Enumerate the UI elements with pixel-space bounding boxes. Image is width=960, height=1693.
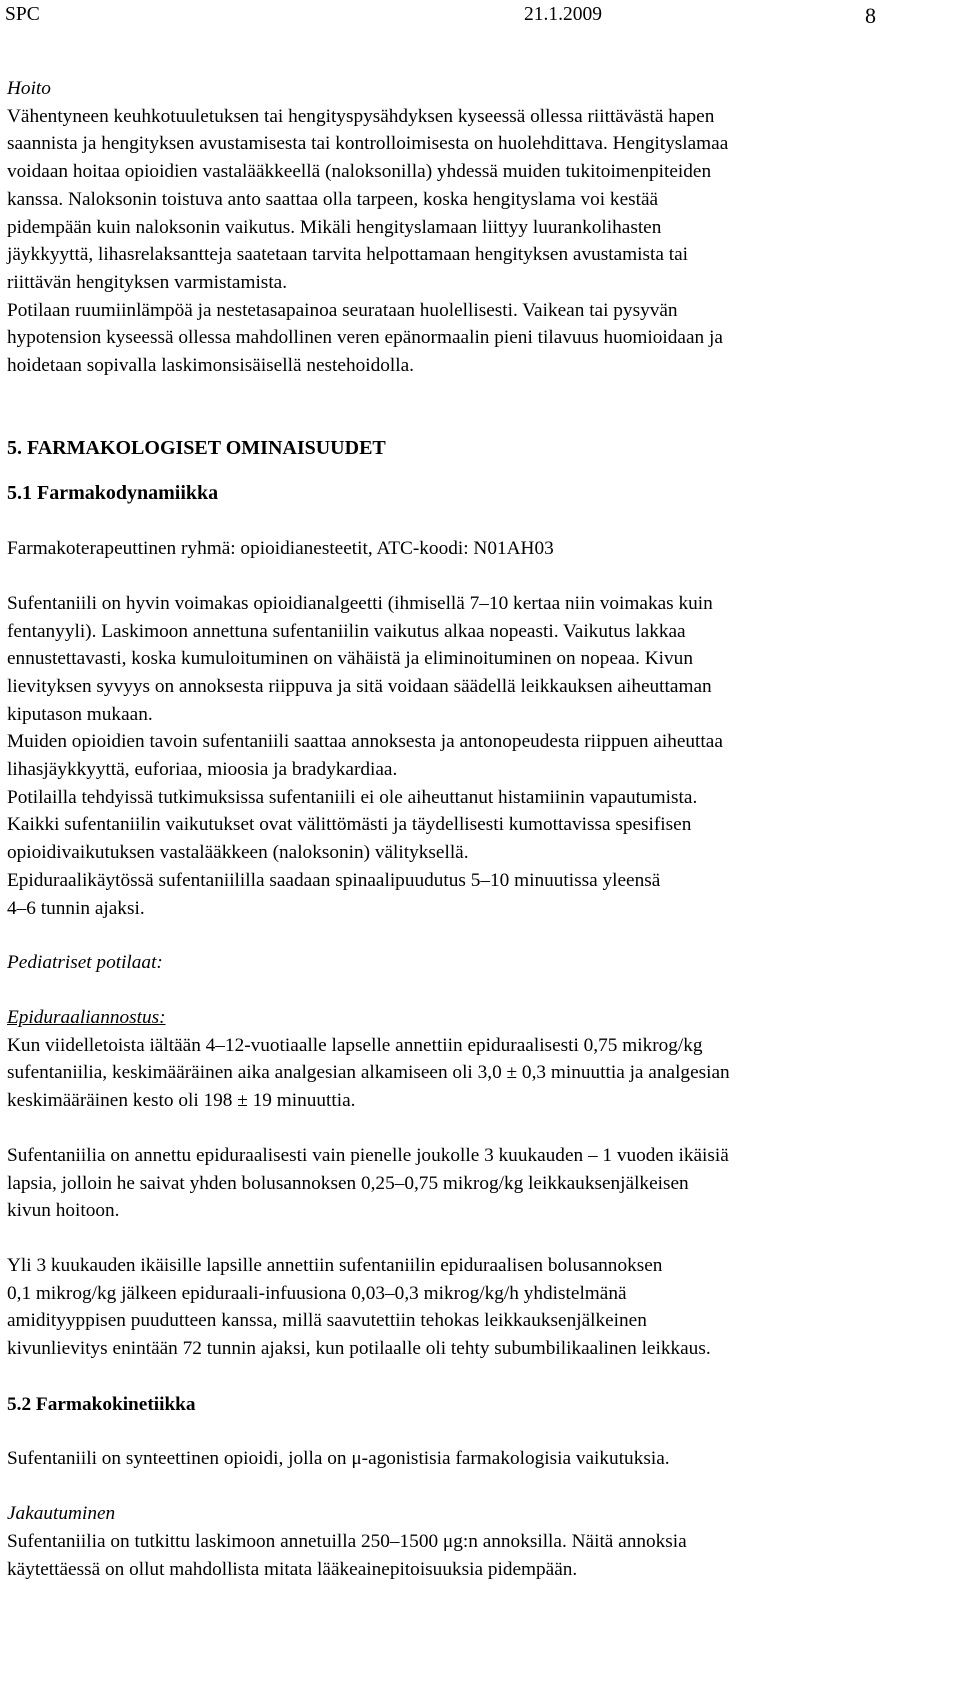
pharmacodynamics-paragraph (7, 590, 942, 922)
distribution-heading: Jakautuminen (7, 1503, 116, 1525)
section-5-1-heading: 5.1 Farmakodynamiikka (7, 482, 219, 505)
text-line: Yli 3 kuukauden ikäisille lapsille annettiin sufentaniilin epiduraalisen bolusannoksen (7, 1254, 663, 1276)
text-line: hoidetaan sopivalla laskimonsisäisellä nestehoidolla. (7, 355, 414, 377)
text-line: Sufentaniilia on tutkittu laskimoon annetuilla 250–1500 μg:n annoksilla. Näitä annoksia (7, 1530, 687, 1552)
header-date: 21.1.2009 (524, 4, 602, 25)
text-line: Sufentaniili on hyvin voimakas opioidianalgeetti (ihmisellä 7–10 kertaa niin voimakas kuin (7, 592, 713, 614)
text-line: Potilaan ruumiinlämpöä ja nestetasapainoa seurataan huolellisesti. Vaikean tai pysyvän (7, 299, 678, 321)
text-line: lapsia, jolloin he saivat yhden bolusannoksen 0,25–0,75 mikrog/kg leikkauksenjälkeisen (7, 1172, 689, 1194)
header-page-number: 8 (865, 3, 876, 28)
text-line: pidempään kuin naloksonin vaikutus. Mikäli hengityslamaan liittyy luurankolihasten (7, 216, 662, 238)
text-line: kivun hoitoon. (7, 1200, 120, 1222)
pediatric-heading: Pediatriset potilaat: (7, 952, 163, 974)
text-line: Epiduraalikäytössä sufentaniililla saadaan spinaalipuudutus 5–10 minuutissa yleensä (7, 869, 661, 891)
text-line: amidityyppisen puudutteen kanssa, millä saavutettiin tehokas leikkauksenjälkeinen (7, 1310, 647, 1332)
text-line: keskimääräinen kesto oli 198 ± 19 minuuttia. (7, 1090, 356, 1112)
text-line: opioidivaikutuksen vastalääkkeen (naloksonin) välityksellä. (7, 842, 469, 864)
text-line: ennustettavasti, koska kumuloituminen on vähäistä ja eliminoituminen on nopeaa. Kivun (7, 648, 693, 670)
text-line: kiputason mukaan. (7, 703, 153, 725)
epidural-paragraph-2 (7, 1142, 942, 1225)
text-line: Kun viidelletoista iältään 4–12-vuotiaalle lapselle annettiin epiduraalisesti 0,75 mikrog/kg (7, 1034, 703, 1056)
text-line: kivunlievitys enintään 72 tunnin ajaksi, kun potilaalle oli tehty subumbilikaalinen leikkaus. (7, 1338, 711, 1360)
text-line: fentanyyli). Laskimoon annettuna sufentaniilin vaikutus alkaa nopeasti. Vaikutus lakkaa (7, 620, 686, 642)
text-line: Vähentyneen keuhkotuuletuksen tai hengityspysähdyksen kyseessä ollessa riittävästä hapen (7, 105, 715, 127)
text-line: jäykkyyttä, lihasrelaksantteja saatetaan tarvita helpottamaan hengityksen avustamista tai (7, 244, 689, 266)
document-body (7, 75, 942, 1583)
text-line: 4–6 tunnin ajaksi. (7, 897, 145, 919)
epidural-paragraph-1 (7, 1032, 942, 1115)
text-line: Sufentaniilia on annettu epiduraalisesti vain pienelle joukolle 3 kuukauden – 1 vuoden ikäisiä (7, 1144, 729, 1166)
text-line: voidaan hoitaa opioidien vastalääkkeellä (naloksonilla) yhdessä muiden tukitoimenpiteiden (7, 161, 712, 183)
text-line: Kaikki sufentaniilin vaikutukset ovat välittömästi ja täydellisesti kumottavissa spesifisen (7, 814, 692, 836)
text-line: Muiden opioidien tavoin sufentaniili saattaa annoksesta ja antonopeudesta riippuen aiheuttaa (7, 731, 723, 753)
atc-code-line: Farmakoterapeuttinen ryhmä: opioidianesteetit, ATC-koodi: N01AH03 (7, 538, 554, 560)
text-line: kanssa. Naloksonin toistuva anto saattaa olla tarpeen, koska hengityslama voi kestää (7, 188, 659, 210)
text-line: saannista ja hengityksen avustamisesta tai kontrolloimisesta on huolehdittava. Hengityslamaa (7, 133, 729, 155)
text-line: lievityksen syvyys on annoksesta riippuva ja sitä voidaan säädellä leikkauksen aiheuttaman (7, 675, 712, 697)
epidural-paragraph-3 (7, 1252, 942, 1363)
pharmacokinetics-intro: Sufentaniili on synteettinen opioidi, jolla on μ-agonistisia farmakologisia vaikutuksia. (7, 1448, 670, 1470)
section-5-2-heading: 5.2 Farmakokinetiikka (7, 1393, 196, 1415)
text-line: käytettäessä on ollut mahdollista mitata lääkeainepitoisuuksia pidempään. (7, 1558, 578, 1580)
text-line: hypotension kyseessä ollessa mahdollinen veren epänormaalin pieni tilavuus huomioidaan ja (7, 327, 723, 349)
text-line: riittävän hengityksen varmistamista. (7, 271, 288, 293)
distribution-paragraph (7, 1528, 942, 1583)
section-5-heading: 5. FARMAKOLOGISET OMINAISUUDET (7, 436, 386, 459)
text-line: sufentaniilia, keskimääräinen aika analgesian alkamiseen oli 3,0 ± 0,3 minuuttia ja analgesian (7, 1062, 730, 1084)
hoito-paragraph (7, 103, 942, 380)
text-line: lihasjäykkyyttä, euforiaa, mioosia ja bradykardiaa. (7, 759, 398, 781)
page-header (5, 4, 960, 32)
text-line: 0,1 mikrog/kg jälkeen epiduraali-infuusiona 0,03–0,3 mikrog/kg/h yhdistelmänä (7, 1282, 627, 1304)
hoito-heading: Hoito (7, 78, 51, 99)
epidural-dosing-heading: Epiduraaliannostus: (7, 1006, 166, 1028)
header-doc-type: SPC (5, 4, 40, 25)
text-line: Potilailla tehdyissä tutkimuksissa sufentaniili ei ole aiheuttanut histamiinin vapautumista. (7, 786, 698, 808)
